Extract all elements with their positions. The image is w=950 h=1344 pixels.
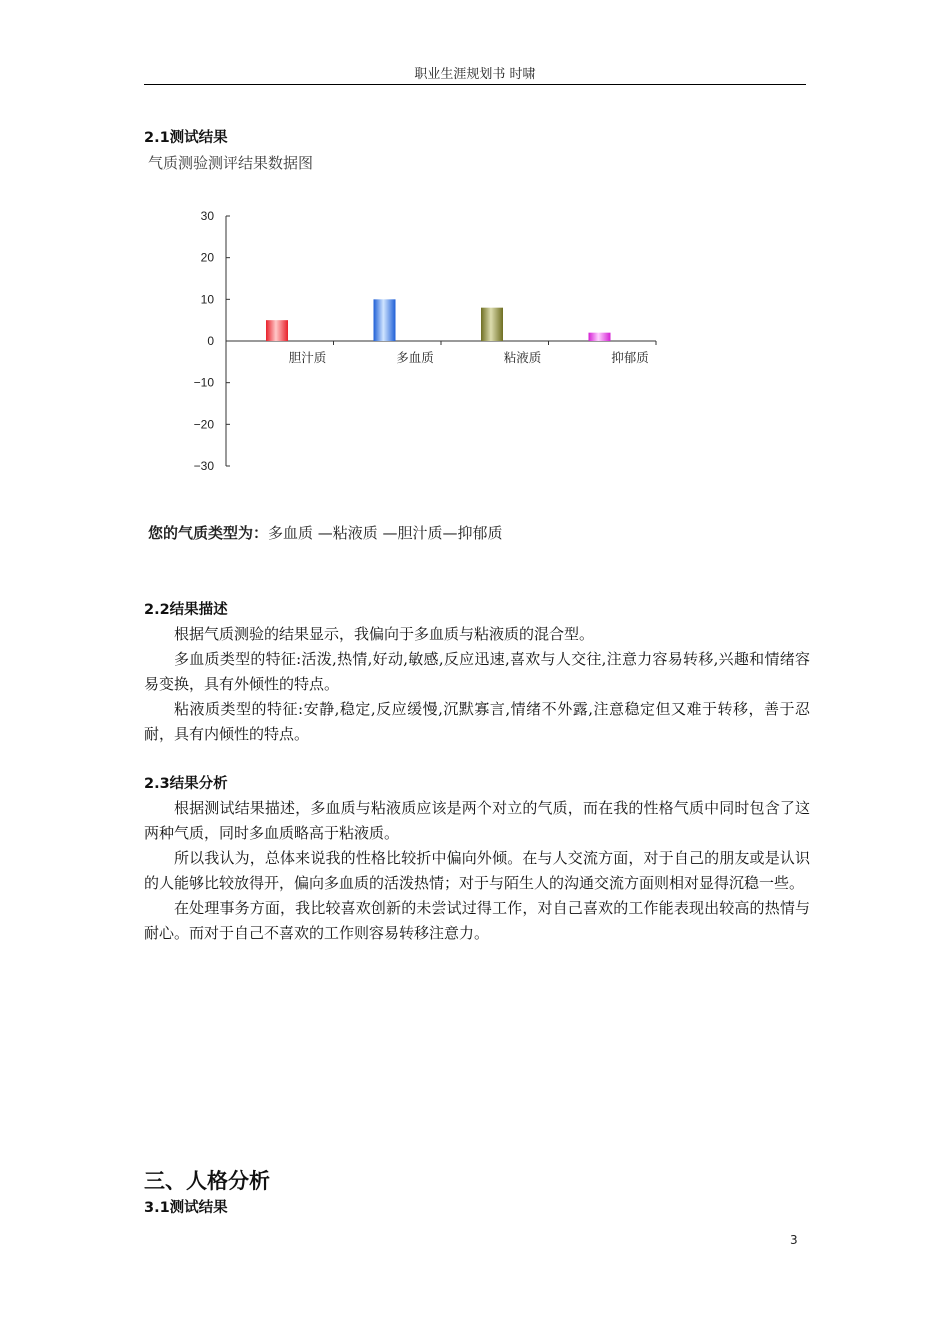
chapter-title-3: 三、人格分析 [144,1169,270,1193]
x-tick-label: 胆汁质 [288,350,327,365]
section-2-2-body [144,622,810,747]
temperament-result [148,522,503,544]
paragraph: 所以我认为，总体来说我的性格比较折中偏向外倾。在与人交流方面，对于自己的朋友或是认识的人能够比较放得开，偏向多血质的活泼热情；对于与陌生人的沟通交流方面则相对显得沉稳一些。 [144,849,810,892]
temperament-value: 多血质 —粘液质 —胆汁质—抑郁质 [268,524,503,542]
section-heading-2-2: 2.2结果描述 [144,602,228,618]
y-tick-label: −10 [193,375,214,390]
x-tick-label: 抑郁质 [611,350,649,365]
page-header: 职业生涯规划书 时啸 [144,66,806,85]
bar-2 [374,299,396,341]
y-tick-label: 20 [200,250,214,265]
paragraph: 在处理事务方面，我比较喜欢创新的未尝试过得工作，对自己喜欢的工作能表现出较高的热情与耐心。而对于自己不喜欢的工作则容易转移注意力。 [144,899,810,942]
section-2-3-body [144,796,810,946]
y-tick-label: 10 [200,292,214,307]
paragraph: 根据气质测验的结果显示，我偏向于多血质与粘液质的混合型。 [174,625,595,643]
bar-3 [481,308,503,341]
y-tick-label: −20 [193,417,214,432]
temperament-label: 您的气质类型为： [148,524,269,542]
paragraph: 根据测试结果描述，多血质与粘液质应该是两个对立的气质，而在我的性格气质中同时包含了这两种气质，同时多血质略高于粘液质。 [144,799,810,842]
section-heading-2-3: 2.3结果分析 [144,776,228,792]
page-number: 3 [790,1233,798,1247]
section-heading-2-1: 2.1测试结果 [144,130,228,146]
temperament-bar-chart [186,200,666,485]
bar-4 [589,333,611,341]
chart-title: 气质测验测评结果数据图 [148,154,314,172]
y-tick-label: −30 [193,459,214,473]
bar-1 [266,320,288,341]
x-tick-label: 粘液质 [503,350,542,365]
y-tick-label: 0 [207,334,214,348]
x-tick-label: 多血质 [396,350,434,365]
section-heading-3-1: 3.1测试结果 [144,1200,228,1216]
paragraph: 粘液质类型的特征:安静,稳定,反应缓慢,沉默寡言,情绪不外露,注意稳定但又难于转移，善于忍耐，具有内倾性的特点。 [144,700,810,743]
paragraph: 多血质类型的特征:活泼,热情,好动,敏感,反应迅速,喜欢与人交往,注意力容易转移,兴趣和情绪容易变换，具有外倾性的特点。 [144,650,810,693]
y-tick-label: 30 [200,209,214,223]
